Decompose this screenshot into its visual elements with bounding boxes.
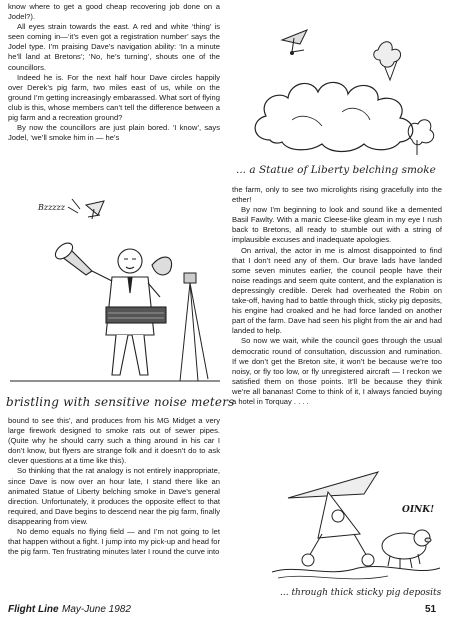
microlight-icon	[282, 30, 307, 55]
torch-icon	[374, 42, 401, 80]
paragraph: bound to see this’, and produces from his MG Midget a very large firework designed to smoke rats out of sewer pipes. (Quite why he should carry such a thing around in his car I don’t know, but flyers are strange folk and it doesn’t do to ask clever questions at a time like this).	[8, 416, 220, 466]
paragraph: All eyes strain towards the east. A red and white ‘thing’ is seen coming in—‘it’s even got a registration number’ says the Jodel type. I’m praising Dave’s navigation ability: ‘In a minute he’ll land at Bretons’; ‘No, he’s turning’, shouts one of the councillors.	[8, 22, 220, 72]
statue-smoke-illustration	[232, 0, 446, 164]
mud-ground	[272, 566, 440, 572]
paragraph: No demo equals no flying field — and I’m not going to let that happen without a fight. I jump into my pick-up and head for the pig farm. Ten frustrating minutes later I round the curve into	[8, 527, 220, 557]
pig-deposits-illustration	[268, 468, 444, 586]
article-column-right	[232, 185, 442, 407]
tripod-meter-icon	[180, 273, 208, 381]
caption-statue: ... a Statue of Liberty belching smoke	[236, 164, 436, 176]
oink-sound-text: OINK!	[402, 505, 435, 515]
paragraph: the farm, only to see two microlights rising gracefully into the ether!	[232, 185, 442, 205]
article-column-left-bottom	[8, 416, 220, 557]
caption-noise-meters: bristling with sensitive noise meters	[6, 395, 235, 409]
pig-icon	[382, 530, 431, 568]
tree-icon	[408, 120, 433, 155]
paragraph: So thinking that the rat analogy is not entirely inappropriate, since Dave is now over an hour late, I stand there like an animated Statue of Liberty belching smoke in Dave’s general direction. Unfortunately, it produces the opposite effect to that required, and Dave begins to descend near the pig farm, finally disappearing from view.	[8, 466, 220, 526]
caption-pig-deposits: ... through thick sticky pig deposits	[280, 588, 442, 598]
paragraph: Indeed he is. For the next half hour Dave circles happily over Derek’s pig farm, two miles east of us, while on the ground I’m getting increasingly embarassed. What sort of flying club is this, whose members can’t tell the difference between a pig farm and a recreation ground?	[8, 72, 220, 123]
microlight-aircraft-icon	[288, 472, 378, 566]
paragraph: So now we wait, while the council goes through the usual democratic round of consultation, discussion and rumination. If we don’t get the Breton site, it won’t be because we’re too noisy, or fly too low, or fly unregistered aircraft — I reckon we satisfied them on those points. It’ll be because they think we’re all bananas! Come to think of it, I always fancied buying a hotel in Torquay . . . .	[232, 336, 442, 406]
smoke-cloud	[255, 82, 413, 151]
paragraph: On arrival, the actor in me is almost disappointed to find that I don’t need any of them. Our brave lads have landed some seven minutes earlier, the council people have their noise readings and seem quite content, and the explanation is depressingly credible. Derek had overheated the Robin on take-off, having had to battle through thick, sticky pig deposits, his engine had croaked and he had force landed on another part of the farm. Dave had seen his plight from the air and had landed to help.	[232, 245, 442, 336]
noise-meters-illustration	[8, 185, 223, 395]
article-column-left-top	[8, 2, 220, 143]
paragraph: know where to get a good cheap recovering job done on a Jodel?).	[8, 2, 220, 22]
paragraph: By now I’m beginning to look and sound like a demented Basil Fawlty. With a manic Cleese-like gleam in my eye I rush back to Bretons, all ready to stumble out with a string of implausible excuses and inadequate apologies.	[232, 205, 442, 245]
buzz-sound-text: Bzzzzz	[38, 203, 65, 212]
insect-microlight-icon	[68, 199, 104, 219]
paragraph: By now the councillors are just plain bored. ‘I know’, says Jodel, ‘we’ll smoke him in — he’s	[8, 123, 220, 143]
man-figure	[52, 240, 171, 375]
page-number: 51	[425, 604, 437, 615]
issue-date: May-June 1982	[62, 604, 131, 615]
magazine-title: Flight Line	[8, 604, 59, 615]
